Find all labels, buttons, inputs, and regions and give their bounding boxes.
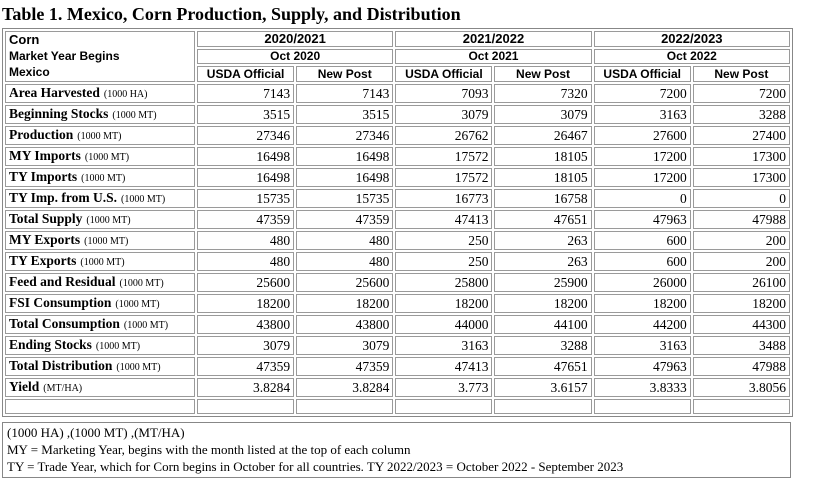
row-label: Total Consumption xyxy=(9,316,120,331)
empty-value-cell xyxy=(594,399,691,414)
table-row xyxy=(5,273,790,292)
row-unit: (1000 MT) xyxy=(119,278,164,289)
row-label: TY Imp. from U.S. xyxy=(9,190,118,205)
value-cell: 43800 xyxy=(296,315,393,334)
row-unit: (1000 HA) xyxy=(103,89,148,100)
value-cell: 480 xyxy=(296,252,393,271)
table-header xyxy=(5,31,790,82)
source-header-new-post: New Post xyxy=(494,66,591,82)
value-cell: 3079 xyxy=(395,105,492,124)
row-label-cell xyxy=(5,336,195,355)
value-cell: 26467 xyxy=(494,126,591,145)
value-cell: 44100 xyxy=(494,315,591,334)
value-cell: 47413 xyxy=(395,210,492,229)
row-label: Area Harvested xyxy=(9,85,100,100)
value-cell: 3.6157 xyxy=(494,378,591,397)
begins-header-oct-2021: Oct 2021 xyxy=(395,49,591,64)
value-cell: 26762 xyxy=(395,126,492,145)
row-unit: (1000 MT) xyxy=(86,215,131,226)
empty-value-cell xyxy=(395,399,492,414)
footnote-trade-year: TY = Trade Year, which for Corn begins in October for all countries. TY 2022/2023 = October 2022 - September 2023 xyxy=(7,459,624,474)
row-label: TY Imports xyxy=(9,169,78,184)
table-row xyxy=(5,252,790,271)
value-cell: 47413 xyxy=(395,357,492,376)
row-label-cell xyxy=(5,189,195,208)
value-cell: 3163 xyxy=(594,336,691,355)
value-cell: 47963 xyxy=(594,210,691,229)
value-cell: 600 xyxy=(594,252,691,271)
value-cell: 200 xyxy=(693,231,790,250)
empty-value-cell xyxy=(296,399,393,414)
row-label: Feed and Residual xyxy=(9,274,116,289)
value-cell: 3288 xyxy=(494,336,591,355)
year-header-2021-2022: 2021/2022 xyxy=(395,31,591,47)
row-unit: (1000 MT) xyxy=(84,236,129,247)
value-cell: 18105 xyxy=(494,147,591,166)
row-label: Total Supply xyxy=(9,211,83,226)
value-cell: 16773 xyxy=(395,189,492,208)
row-label-cell xyxy=(5,147,195,166)
row-unit: (1000 MT) xyxy=(77,131,122,142)
value-cell: 3.773 xyxy=(395,378,492,397)
table-row xyxy=(5,126,790,145)
value-cell: 3163 xyxy=(395,336,492,355)
value-cell: 44000 xyxy=(395,315,492,334)
row-label-cell xyxy=(5,84,195,103)
value-cell: 17572 xyxy=(395,168,492,187)
row-label-cell xyxy=(5,378,195,397)
table-row xyxy=(5,105,790,124)
table-row xyxy=(5,378,790,397)
value-cell: 16498 xyxy=(296,147,393,166)
source-header-usda-official: USDA Official xyxy=(395,66,492,82)
table-row xyxy=(5,147,790,166)
row-label-cell xyxy=(5,210,195,229)
value-cell: 25900 xyxy=(494,273,591,292)
row-label-cell xyxy=(5,315,195,334)
value-cell: 250 xyxy=(395,231,492,250)
value-cell: 7093 xyxy=(395,84,492,103)
row-label: Ending Stocks xyxy=(9,337,92,352)
commodity-label: Corn xyxy=(9,32,40,47)
year-header-2022-2023: 2022/2023 xyxy=(594,31,790,47)
value-cell: 0 xyxy=(594,189,691,208)
footnote-units: (1000 HA) ,(1000 MT) ,(MT/HA) xyxy=(7,425,185,440)
row-unit: (1000 MT) xyxy=(121,194,166,205)
value-cell: 480 xyxy=(197,252,294,271)
empty-label-cell xyxy=(5,399,195,414)
table-row xyxy=(5,336,790,355)
value-cell: 7143 xyxy=(197,84,294,103)
value-cell: 480 xyxy=(197,231,294,250)
value-cell: 18200 xyxy=(693,294,790,313)
table-body xyxy=(5,84,790,397)
row-label-cell xyxy=(5,252,195,271)
source-header-usda-official: USDA Official xyxy=(594,66,691,82)
table-row xyxy=(5,168,790,187)
value-cell: 17200 xyxy=(594,168,691,187)
country-label: Mexico xyxy=(9,65,50,79)
begins-header-oct-2020: Oct 2020 xyxy=(197,49,393,64)
value-cell: 3.8333 xyxy=(594,378,691,397)
value-cell: 3515 xyxy=(296,105,393,124)
row-unit: (MT/HA) xyxy=(43,383,83,394)
value-cell: 25600 xyxy=(296,273,393,292)
value-cell: 3488 xyxy=(693,336,790,355)
table-row xyxy=(5,315,790,334)
row-label: Yield xyxy=(9,379,40,394)
value-cell: 47359 xyxy=(197,210,294,229)
value-cell: 200 xyxy=(693,252,790,271)
value-cell: 3.8056 xyxy=(693,378,790,397)
footnote-marketing-year: MY = Marketing Year, begins with the month listed at the top of each column xyxy=(7,442,411,457)
market-year-begins-label: Market Year Begins xyxy=(9,49,120,63)
value-cell: 18200 xyxy=(494,294,591,313)
value-cell: 27346 xyxy=(197,126,294,145)
row-unit: (1000 MT) xyxy=(123,320,169,331)
value-cell: 263 xyxy=(494,231,591,250)
row-label-cell xyxy=(5,294,195,313)
value-cell: 18200 xyxy=(594,294,691,313)
value-cell: 600 xyxy=(594,231,691,250)
value-cell: 7200 xyxy=(693,84,790,103)
value-cell: 25600 xyxy=(197,273,294,292)
row-label-cell xyxy=(5,126,195,145)
source-header-usda-official: USDA Official xyxy=(197,66,294,82)
value-cell: 3163 xyxy=(594,105,691,124)
value-cell: 17200 xyxy=(594,147,691,166)
row-label-cell xyxy=(5,273,195,292)
table-row xyxy=(5,84,790,103)
value-cell: 250 xyxy=(395,252,492,271)
empty-value-cell xyxy=(693,399,790,414)
row-label: MY Imports xyxy=(9,148,81,163)
year-header-2020-2021: 2020/2021 xyxy=(197,31,393,47)
value-cell: 26100 xyxy=(693,273,790,292)
row-unit: (1000 MT) xyxy=(115,299,160,310)
empty-value-cell xyxy=(197,399,294,414)
value-cell: 18105 xyxy=(494,168,591,187)
row-unit: (1000 MT) xyxy=(112,110,157,121)
value-cell: 18200 xyxy=(197,294,294,313)
value-cell: 47651 xyxy=(494,357,591,376)
table-title: Table 1. Mexico, Corn Production, Supply, and Distribution xyxy=(2,4,461,24)
value-cell: 15735 xyxy=(197,189,294,208)
value-cell: 3079 xyxy=(296,336,393,355)
value-cell: 18200 xyxy=(296,294,393,313)
value-cell: 47359 xyxy=(197,357,294,376)
row-label: Production xyxy=(9,127,74,142)
row-unit: (1000 MT) xyxy=(81,173,126,184)
row-label-cell xyxy=(5,168,195,187)
table-row xyxy=(5,210,790,229)
row-label: Total Distribution xyxy=(9,358,113,373)
row-unit: (1000 MT) xyxy=(116,362,161,373)
value-cell: 15735 xyxy=(296,189,393,208)
value-cell: 26000 xyxy=(594,273,691,292)
row-label-cell xyxy=(5,231,195,250)
corner-cell xyxy=(5,31,195,82)
year-header-row xyxy=(5,31,790,47)
value-cell: 16498 xyxy=(197,168,294,187)
value-cell: 18200 xyxy=(395,294,492,313)
value-cell: 17572 xyxy=(395,147,492,166)
value-cell: 3288 xyxy=(693,105,790,124)
value-cell: 47359 xyxy=(296,210,393,229)
row-label-cell xyxy=(5,357,195,376)
value-cell: 27400 xyxy=(693,126,790,145)
table-row xyxy=(5,189,790,208)
empty-value-cell xyxy=(494,399,591,414)
value-cell: 44300 xyxy=(693,315,790,334)
value-cell: 0 xyxy=(693,189,790,208)
table-row xyxy=(5,294,790,313)
value-cell: 3.8284 xyxy=(197,378,294,397)
psd-table xyxy=(2,28,793,417)
table-row xyxy=(5,357,790,376)
row-label-cell xyxy=(5,105,195,124)
row-unit: (1000 MT) xyxy=(80,257,125,268)
value-cell: 47963 xyxy=(594,357,691,376)
value-cell: 47359 xyxy=(296,357,393,376)
value-cell: 27600 xyxy=(594,126,691,145)
value-cell: 3515 xyxy=(197,105,294,124)
value-cell: 44200 xyxy=(594,315,691,334)
value-cell: 3079 xyxy=(494,105,591,124)
value-cell: 16498 xyxy=(296,168,393,187)
row-label: FSI Consumption xyxy=(9,295,112,310)
value-cell: 480 xyxy=(296,231,393,250)
row-label: MY Exports xyxy=(9,232,81,247)
value-cell: 16498 xyxy=(197,147,294,166)
value-cell: 263 xyxy=(494,252,591,271)
row-unit: (1000 MT) xyxy=(95,341,141,352)
footnotes-box xyxy=(2,422,791,478)
value-cell: 16758 xyxy=(494,189,591,208)
value-cell: 47988 xyxy=(693,210,790,229)
table-footer-spacer xyxy=(5,399,790,414)
value-cell: 47988 xyxy=(693,357,790,376)
value-cell: 27346 xyxy=(296,126,393,145)
value-cell: 7200 xyxy=(594,84,691,103)
value-cell: 7143 xyxy=(296,84,393,103)
value-cell: 3079 xyxy=(197,336,294,355)
row-label: TY Exports xyxy=(9,253,77,268)
value-cell: 3.8284 xyxy=(296,378,393,397)
begins-header-oct-2022: Oct 2022 xyxy=(594,49,790,64)
source-header-new-post: New Post xyxy=(693,66,790,82)
row-label: Beginning Stocks xyxy=(9,106,109,121)
source-header-new-post: New Post xyxy=(296,66,393,82)
value-cell: 25800 xyxy=(395,273,492,292)
value-cell: 47651 xyxy=(494,210,591,229)
value-cell: 17300 xyxy=(693,147,790,166)
value-cell: 43800 xyxy=(197,315,294,334)
empty-row xyxy=(5,399,790,414)
table-row xyxy=(5,231,790,250)
row-unit: (1000 MT) xyxy=(84,152,130,163)
value-cell: 17300 xyxy=(693,168,790,187)
value-cell: 7320 xyxy=(494,84,591,103)
